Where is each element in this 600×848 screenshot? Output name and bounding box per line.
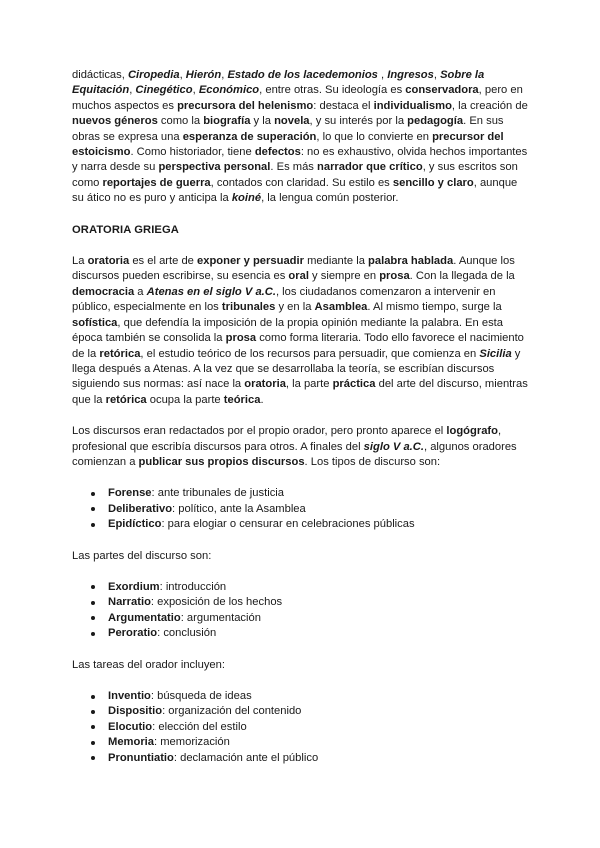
text-run: , que defendía la imposición de la propia opinión mediante la palabra. En esta época también se consolida la — [72, 316, 503, 345]
list-item — [72, 517, 532, 532]
text-run: . Los tipos de discurso son: — [304, 455, 441, 468]
text-run: y llega después a Atenas. A la vez que se desarrollaba la teoría, se escribían discursos siguiendo sus normas: así nace la — [72, 347, 521, 391]
paragraph-oratoria — [72, 254, 532, 408]
emphasis-term: Hierón — [185, 69, 222, 81]
text-run: . Con la llegada de la — [409, 270, 515, 283]
text-run: , y sus escritos son como — [72, 161, 518, 189]
list-item-description: : ante tribunales de justicia — [151, 487, 284, 500]
discourse-parts-list — [72, 580, 532, 642]
emphasis-term: Sobre la Equitación — [72, 69, 485, 97]
list-item-term: Elocutio — [108, 720, 153, 733]
paragraph-jenofonte — [72, 68, 532, 207]
text-run: , contados con claridad. Su estilo es — [210, 176, 393, 189]
emphasis-term: nuevos géneros — [72, 115, 158, 128]
list-item-description: : búsqueda de ideas — [150, 690, 252, 702]
list-item-description: : para elogiar o censurar en celebraciones públicas — [161, 518, 415, 531]
text-run: , algunos oradores comienzan a — [72, 440, 517, 468]
emphasis-term: narrador que crítico — [317, 161, 423, 174]
text-run: , la parte — [285, 378, 333, 391]
emphasis-term: novela — [274, 115, 310, 128]
list-item-term: Epidíctico — [108, 518, 162, 531]
emphasis-term: precursor del estoicismo — [72, 130, 504, 159]
discourse-types-list — [72, 486, 532, 532]
text-run: La — [72, 255, 88, 268]
emphasis-term: biografía — [203, 115, 251, 128]
emphasis-term: exponer y persuadir — [197, 255, 304, 268]
emphasis-term: Asamblea — [314, 301, 368, 314]
text-run: , — [192, 84, 199, 97]
list-item — [72, 595, 532, 610]
text-run: Los discursos eran redactados por el propio orador, pero pronto aparece el — [72, 425, 447, 438]
list-item-term: Argumentatio — [108, 611, 181, 624]
list-item — [72, 626, 532, 641]
emphasis-term: Estado de los lacedemonios — [227, 69, 378, 81]
text-run: , y su interés por la — [309, 115, 408, 128]
text-run: . — [260, 393, 264, 406]
list-item — [72, 704, 532, 719]
list-item — [72, 580, 532, 595]
text-run: didácticas, — [72, 69, 128, 81]
emphasis-term: oratoria — [87, 255, 130, 268]
text-run: , la creación de — [451, 99, 528, 112]
tasks-intro: Las tareas del orador incluyen: — [72, 658, 225, 671]
emphasis-term: oral — [288, 270, 309, 283]
emphasis-term: teórica — [223, 393, 261, 406]
emphasis-term: koiné — [231, 192, 262, 205]
emphasis-term: esperanza de superación — [182, 130, 317, 143]
emphasis-term: Atenas en el siglo V a.C. — [146, 285, 276, 298]
list-item-term: Inventio — [108, 690, 151, 702]
emphasis-term: práctica — [332, 378, 376, 391]
list-item — [72, 486, 532, 501]
text-run: , — [221, 69, 228, 81]
list-item-term: Dispositio — [108, 705, 163, 718]
list-item-description: : declamación ante el público — [173, 751, 319, 764]
list-item — [72, 689, 532, 704]
list-item-term: Pronuntiatio — [108, 751, 174, 764]
list-item — [72, 502, 532, 517]
text-run: : no es exhaustivo, olvida hechos importantes y narra desde su — [72, 146, 528, 174]
emphasis-term: palabra hablada — [368, 255, 454, 268]
emphasis-term: prosa — [379, 270, 410, 283]
text-run: . Aunque los discursos pueden escribirse, su esencia es — [72, 255, 515, 283]
list-item-term: Peroratio — [108, 627, 158, 640]
paragraph-logografo — [72, 424, 532, 470]
orator-tasks-list — [72, 689, 532, 766]
emphasis-term: Económico — [198, 84, 260, 97]
text-run: como la — [157, 115, 204, 128]
text-run: , pero en muchos aspectos es — [72, 84, 523, 112]
text-run: , entre otras. Su ideología es — [259, 84, 406, 97]
text-run: y la — [250, 115, 275, 128]
list-item-description: : argumentación — [180, 611, 261, 624]
emphasis-term: prosa — [225, 332, 257, 345]
text-run: , — [433, 69, 441, 81]
list-item-term: Exordium — [108, 580, 160, 593]
emphasis-term: sofística — [72, 316, 118, 329]
parts-intro: Las partes del discurso son: — [72, 549, 212, 562]
text-run: , — [129, 84, 136, 97]
emphasis-term: precursora del helenismo — [177, 99, 314, 112]
emphasis-term: logógrafo — [446, 425, 498, 438]
emphasis-term: retórica — [105, 393, 147, 406]
emphasis-term: Ciropedia — [127, 69, 180, 81]
text-run: , los ciudadanos comenzaron a intervenir en público, especialmente en los — [72, 285, 496, 314]
text-run: . Es más — [270, 161, 318, 174]
emphasis-term: conservadora — [405, 84, 479, 97]
list-item-term: Deliberativo — [108, 502, 173, 515]
emphasis-term: oratoria — [244, 378, 286, 391]
text-run: mediante la — [303, 255, 369, 268]
emphasis-term: siglo V a.C. — [363, 440, 424, 453]
emphasis-term: democracia — [72, 285, 135, 298]
text-run: , — [179, 69, 186, 81]
emphasis-term: pedagogía — [407, 115, 464, 128]
text-run: a — [134, 285, 147, 298]
text-run: y siempre en — [308, 270, 380, 283]
text-run: y en la — [275, 301, 315, 314]
text-run: es el arte de — [129, 255, 198, 268]
emphasis-term: Ingresos — [387, 69, 434, 81]
text-run: , el estudio teórico de los recursos para persuadir, que comienza en — [140, 347, 480, 360]
text-run: , profesional que escribía discursos para otros. A finales del — [72, 425, 502, 453]
list-item — [72, 735, 532, 750]
emphasis-term: perspectiva personal — [158, 161, 271, 174]
list-item-description: : exposición de los hechos — [150, 596, 283, 609]
list-item-term: Narratio — [108, 596, 151, 609]
emphasis-term: defectos — [254, 146, 301, 159]
list-item — [72, 720, 532, 735]
emphasis-term: sencillo y claro — [392, 176, 474, 189]
text-run: . En sus obras se expresa una — [72, 115, 504, 143]
text-run: : destaca el — [313, 99, 374, 112]
emphasis-term: publicar sus propios discursos — [138, 455, 305, 468]
document-body — [72, 68, 532, 782]
emphasis-term: retórica — [99, 347, 141, 360]
text-run: , la lengua común posterior. — [261, 192, 399, 205]
text-run: ocupa la parte — [146, 393, 224, 406]
text-run: . Como historiador, tiene — [130, 146, 255, 159]
text-run: . Al mismo tiempo, surge la — [367, 301, 502, 314]
emphasis-term: Sicilia — [479, 347, 512, 360]
emphasis-term: reportajes de guerra — [102, 176, 211, 189]
list-item-term: Memoria — [108, 736, 155, 749]
emphasis-term: individualismo — [373, 99, 452, 112]
list-item-term: Forense — [108, 487, 152, 500]
list-item-description: : introducción — [159, 580, 227, 593]
emphasis-term: tribunales — [221, 301, 276, 314]
list-item-description: : político, ante la Asamblea — [172, 502, 306, 515]
section-heading: ORATORIA GRIEGA — [72, 223, 179, 236]
text-run: , aunque su ático no es puro y anticipa la — [72, 176, 518, 205]
list-item-description: : elección del estilo — [152, 720, 247, 733]
text-run: , lo que lo convierte en — [316, 130, 433, 143]
emphasis-term: Cinegético — [135, 84, 193, 97]
list-item — [72, 751, 532, 766]
text-run: del arte del discurso, mientras que la — [72, 378, 528, 406]
list-item-description: : conclusión — [157, 627, 217, 640]
list-item-description: : memorización — [154, 736, 230, 749]
list-item — [72, 611, 532, 626]
text-run: como forma literaria. Todo ello favorece el nacimiento de la — [72, 332, 524, 360]
list-item-description: : organización del contenido — [162, 705, 302, 718]
text-run: , — [377, 69, 388, 81]
